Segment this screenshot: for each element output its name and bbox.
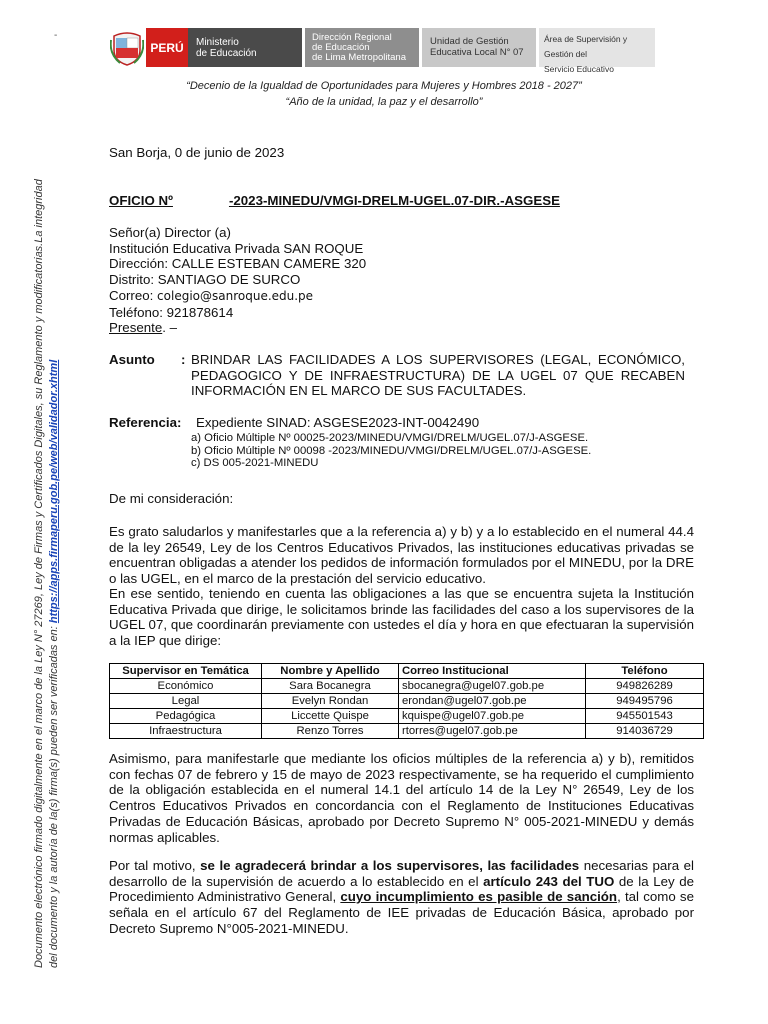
cell-nombre: Renzo Torres bbox=[262, 724, 399, 739]
oficio-number bbox=[109, 193, 586, 209]
signature-note-line-2 bbox=[47, 179, 62, 968]
ugel-block bbox=[422, 28, 536, 67]
cell-telefono: 949826289 bbox=[586, 679, 704, 694]
ministerio-line-1: Ministerio bbox=[196, 36, 239, 48]
p4-part: necesarias para el desarrollo de la supervisión de acuerdo a lo establecido en el bbox=[109, 858, 694, 889]
column-header-tematica: Supervisor en Temática bbox=[110, 664, 262, 679]
area-block bbox=[539, 28, 655, 74]
place-date: San Borja, 0 de junio de 2023 bbox=[109, 145, 285, 160]
paragraph-4 bbox=[109, 858, 694, 937]
ministerio-block bbox=[188, 28, 302, 67]
decenio-motto: “Decenio de la Igualdad de Oportunidades para Mujeres y Hombres 2018 - 2027” bbox=[186, 80, 582, 92]
direccion-line-3: de Lima Metropolitana bbox=[312, 51, 406, 63]
asunto-colon: : bbox=[181, 352, 186, 367]
recipient-email-row bbox=[109, 288, 366, 305]
presente-label: Presente bbox=[109, 320, 163, 336]
referencia-item: b) Oficio Múltiple Nº 00098 -2023/MINEDU/VMGI/DRELM/UGEL.07/J-ASGESE. bbox=[191, 444, 592, 457]
p4-emphasis-facilidades: se le agradecerá brindar a los supervisores, las facilidades bbox=[200, 858, 580, 873]
cell-tematica: Legal bbox=[110, 694, 262, 709]
asunto-label: Asunto bbox=[109, 352, 155, 367]
direccion-block bbox=[305, 28, 419, 67]
referencia-item: a) Oficio Múltiple Nº 00025-2023/MINEDU/VMGI/DRELM/UGEL.07/J-ASGESE. bbox=[191, 432, 589, 444]
recipient-district: Distrito: SANTIAGO DE SURCO bbox=[109, 272, 301, 288]
cell-tematica: Económico bbox=[110, 679, 262, 694]
referencia-label: Referencia: bbox=[109, 415, 182, 430]
p4-part: , tal como se señala en el artículo 67 del Reglamento de IEE privadas de Educación Básica, aprobado por Decreto Supremo N°005-2021-MINEDU. bbox=[109, 889, 694, 936]
cell-nombre: Liccette Quispe bbox=[262, 709, 399, 724]
cell-tematica: Infraestructura bbox=[110, 724, 262, 739]
table-row bbox=[110, 679, 704, 694]
ministerio-line-2: de Educación bbox=[196, 47, 257, 59]
paragraph-1: Es grato saludarlos y manifestarles que a la referencia a) y b) y a lo establecido en el numeral 44.4 de la ley 26549, Ley de los Centros Educativos Privados, las instituciones educativas privadas se encuentran obligadas a atender los pedidos de información formulados por el MINEDU, por la DRE o las UGEL, en el marco de la prestación del servicio educativo. bbox=[109, 524, 694, 587]
recipient-title: Señor(a) Director (a) bbox=[109, 225, 231, 240]
table-header-row bbox=[110, 664, 704, 679]
referencia-item: c) DS 005-2021-MINEDU bbox=[191, 457, 319, 470]
year-motto: “Año de la unidad, la paz y el desarrollo” bbox=[285, 96, 483, 108]
peru-coat-of-arms-icon bbox=[110, 30, 144, 66]
cell-telefono: 914036729 bbox=[586, 724, 704, 739]
presente-row bbox=[109, 320, 366, 336]
ugel-line-2: Educativa Local N° 07 bbox=[430, 47, 524, 58]
recipient-block bbox=[109, 225, 366, 336]
column-header-nombre: Nombre y Apellido bbox=[262, 664, 399, 679]
column-header-telefono: Teléfono bbox=[586, 664, 704, 679]
oficio-label: OFICIO Nº bbox=[109, 193, 173, 208]
cell-correo: rtorres@ugel07.gob.pe bbox=[399, 724, 586, 739]
p4-emphasis-sancion: cuyo incumplimiento es pasible de sanción bbox=[340, 889, 618, 905]
supervisors-table bbox=[109, 663, 704, 739]
peru-label: PERÚ bbox=[150, 40, 184, 55]
referencia-list bbox=[191, 432, 591, 470]
signature-note-line-1: Documento electrónico firmado digitalmente en el marco de la Ley N° 27269, Ley de Firmas y Certificados Digitales, su Reglamento y modificatorias.La integridad bbox=[33, 179, 45, 968]
cell-nombre: Evelyn Rondan bbox=[262, 694, 399, 709]
ugel-line-1: Unidad de Gestión bbox=[430, 36, 509, 47]
table-row bbox=[110, 724, 704, 739]
presente-suffix: . – bbox=[162, 320, 178, 336]
p4-part: de la Ley de Procedimiento Administrativo General, bbox=[109, 873, 694, 905]
direccion-line-2: de Educación bbox=[312, 41, 370, 53]
validator-link[interactable]: https://apps.firmaperu.gob.pe/web/validador.xhtml bbox=[48, 359, 60, 624]
digital-signature-note bbox=[32, 179, 62, 968]
oficio-code: -2023-MINEDU/VMGI-DRELM-UGEL.07-DIR.-ASGESE bbox=[228, 193, 560, 208]
cell-correo: sbocanegra@ugel07.gob.pe bbox=[399, 679, 586, 694]
recipient-phone: Teléfono: 921878614 bbox=[109, 304, 234, 320]
area-line-1: Área de Supervisión y Gestión del bbox=[544, 34, 628, 59]
cell-correo: kquispe@ugel07.gob.pe bbox=[399, 709, 586, 724]
area-line-2: Servicio Educativo bbox=[544, 64, 614, 74]
paragraph-3: Asimismo, para manifestarle que mediante los oficios múltiples de la referencia a) y b), remitidos con fechas 07 de febrero y 15 de mayo de 2023 respectivamente, se ha requerido el cumplimiento de la obligación establecida en el numeral 14.1 del artículo 14 de la Ley N° 26549, Ley de los Centros Educativos Privados en concordancia con el Reglamento de Instituciones Educativas Privadas de Educación Básicas, aprobado por Decreto Supremo N° 005-2021-MINEDU y demás normas aplicables. bbox=[109, 751, 694, 845]
recipient-institution: Institución Educativa Privada SAN ROQUE bbox=[109, 240, 364, 256]
signature-note-prefix: del documento y la autoría de la(s) firma(s) pueden ser verificadas en: bbox=[48, 626, 60, 968]
cell-telefono: 945501543 bbox=[586, 709, 704, 724]
cell-telefono: 949495796 bbox=[586, 694, 704, 709]
cell-tematica: Pedagógica bbox=[110, 709, 262, 724]
header-mark: - bbox=[54, 30, 58, 41]
direccion-line-1: Dirección Regional bbox=[312, 31, 392, 43]
cell-nombre: Sara Bocanegra bbox=[262, 679, 399, 694]
cell-correo: erondan@ugel07.gob.pe bbox=[399, 694, 586, 709]
table-row bbox=[110, 694, 704, 709]
table-row bbox=[110, 709, 704, 724]
email-label: Correo: bbox=[109, 287, 154, 303]
p4-part: Por tal motivo, bbox=[109, 858, 201, 873]
peru-brand-block bbox=[146, 28, 188, 67]
referencia-expediente: Expediente SINAD: ASGESE2023-INT-0042490 bbox=[196, 415, 480, 430]
paragraph-2: En ese sentido, teniendo en cuenta las obligaciones a las que se encuentra sujeta la Institución Educativa Privada que dirige, le solicitamos brinde las facilidades del caso a los supervisores de la UGEL 07, que coordinarán previamente con ustedes el día y hora en que efectuaran la supervisión a la IEP que dirige: bbox=[109, 586, 694, 649]
p4-emphasis-articulo: artículo 243 del TUO bbox=[483, 873, 615, 889]
greeting: De mi consideración: bbox=[109, 491, 234, 506]
recipient-address: Dirección: CALLE ESTEBAN CAMERE 320 bbox=[109, 256, 367, 272]
recipient-email: colegio@sanroque.edu.pe bbox=[157, 288, 314, 303]
asunto-text: BRINDAR LAS FACILIDADES A LOS SUPERVISORES (LEGAL, ECONÓMICO, PEDAGOGICO Y DE INFRAESTRUCTURA) DE LA UGEL 07 QUE RECABEN INFORMACIÓN EN EL MARCO DE SUS FACULTADES. bbox=[191, 352, 685, 399]
column-header-correo: Correo Institucional bbox=[399, 664, 586, 679]
